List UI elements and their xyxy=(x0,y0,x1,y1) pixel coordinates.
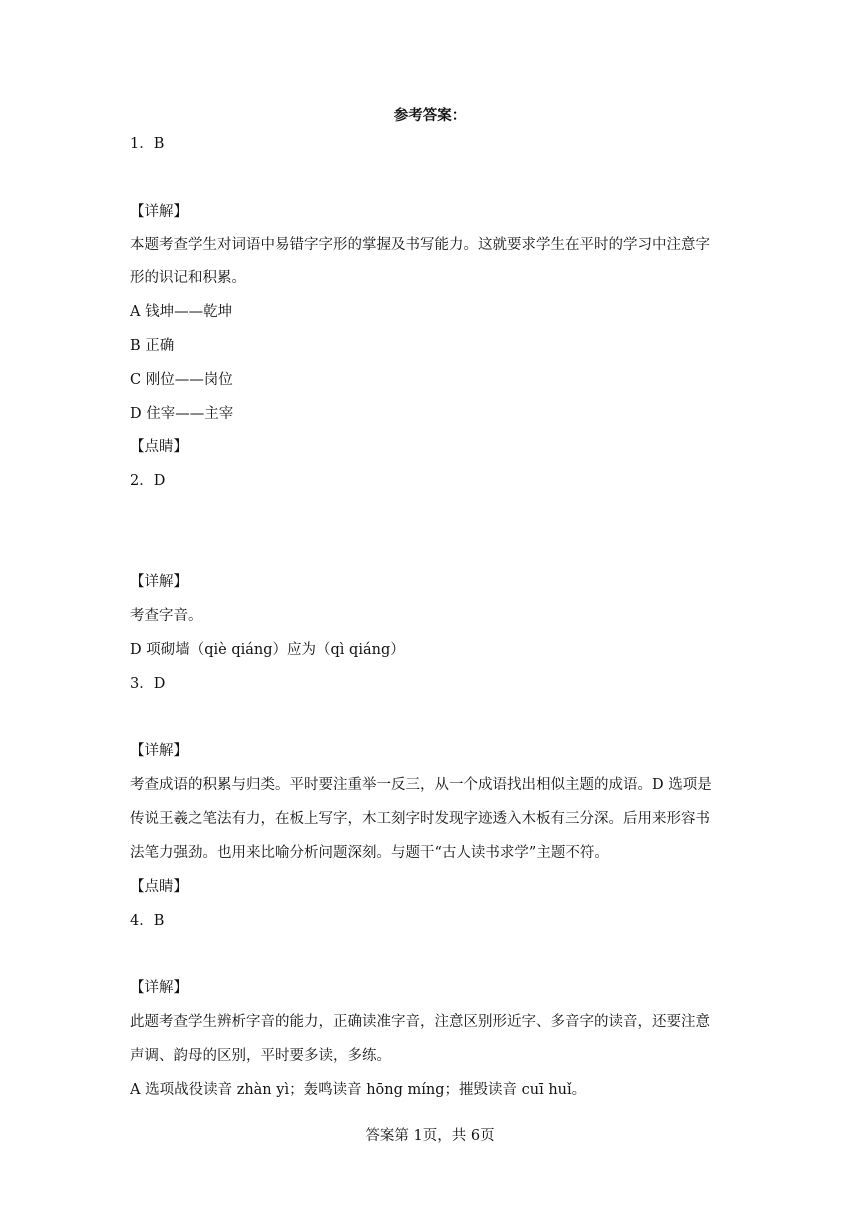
detail-heading: 【详解】 xyxy=(130,980,188,996)
answer-number: 2．D xyxy=(130,473,166,489)
option-line: B 正确 xyxy=(130,338,175,354)
option-line: A 钱坤——乾坤 xyxy=(130,304,233,320)
detail-text: 考查字音。 xyxy=(130,608,203,624)
detail-text: 此题考查学生辨析字音的能力，正确读准字音，注意区别形近字、多音字的读音，还要注意 xyxy=(130,1014,710,1030)
point-heading: 【点睛】 xyxy=(130,439,188,455)
detail-text: 传说王羲之笔法有力，在板上写字，木工刻字时发现字迹透入木板有三分深。后用来形容书 xyxy=(130,811,710,827)
detail-heading: 【详解】 xyxy=(130,574,188,590)
detail-text: A 选项战役读音 zhàn yì；轰鸣读音 hōng míng；摧毁读音 cuī huǐ。 xyxy=(130,1082,587,1098)
page-title: 参考答案： xyxy=(393,107,467,124)
detail-heading: 【详解】 xyxy=(130,743,188,759)
answer-number: 1．B xyxy=(130,136,165,152)
detail-text: 考查成语的积累与归类。平时要注重举一反三，从一个成语找出相似主题的成语。D 选项是 xyxy=(130,777,712,793)
answer-number: 3．D xyxy=(130,676,166,692)
option-line: C 刚位——岗位 xyxy=(130,372,233,388)
detail-heading: 【详解】 xyxy=(130,204,188,220)
detail-text: 法笔力强劲。也用来比喻分析问题深刻。与题干“古人读书求学”主题不符。 xyxy=(130,845,609,861)
detail-text: D 项砌墙（qiè qiáng）应为（qì qiáng） xyxy=(130,642,405,658)
detail-text: 形的识记和积累。 xyxy=(130,270,246,286)
point-heading: 【点睛】 xyxy=(130,879,188,895)
option-line: D 住宰——主宰 xyxy=(130,406,234,422)
page-footer: 答案第 1页，共 6页 xyxy=(365,1128,495,1144)
answer-number: 4．B xyxy=(130,913,165,929)
detail-text: 本题考查学生对词语中易错字字形的掌握及书写能力。这就要求学生在平时的学习中注意字 xyxy=(130,237,710,253)
detail-text: 声调、韵母的区别，平时要多读，多练。 xyxy=(130,1048,391,1064)
